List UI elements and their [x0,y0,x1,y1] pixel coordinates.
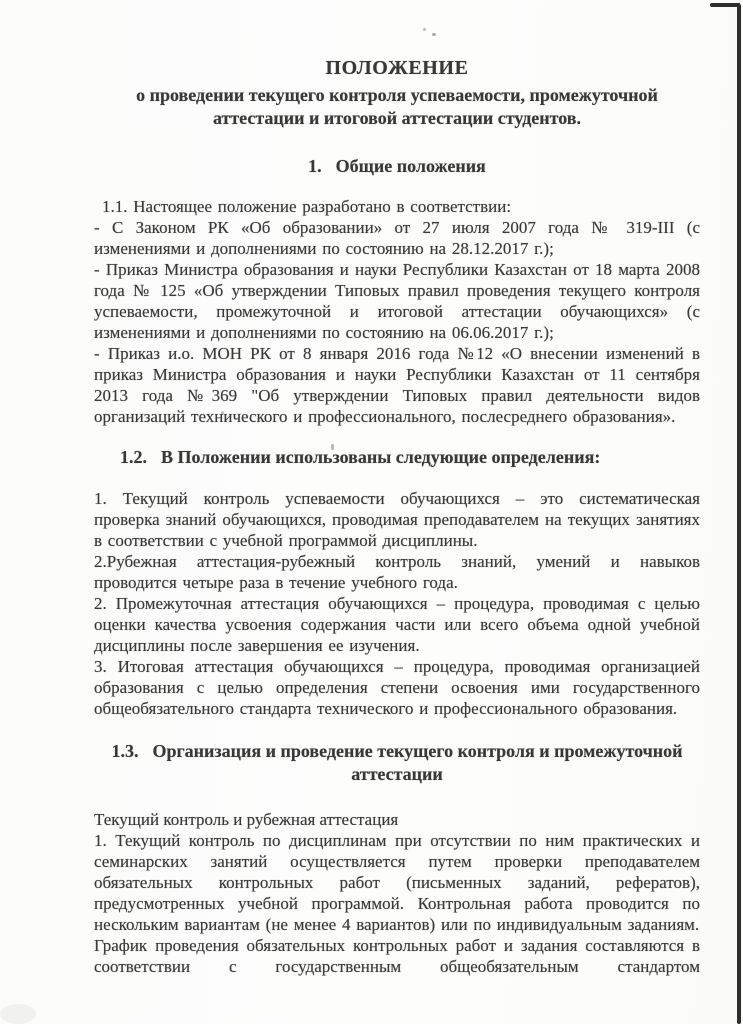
section-1-title: Общие положения [335,156,486,176]
definition-3: 2. Промежуточная аттестация обучающихся – процедура, проводимая с целью оценки качества усвоения содержания части или всего объема одной учебной дисциплины после завершения ее изучения. [94,594,700,655]
definition-4: 3. Итоговая аттестация обучающихся – процедура, проводимая организацией образования с целью определения степени освоения ими государственного общеобязательного стандарта технического и профессионального образования. [94,657,700,718]
document-subtitle [94,84,700,130]
reference-list [94,217,700,427]
legal-reference-1: - С Законом РК «Об образовании» от 27 июля 2007 года № 319-III (с изменениями и дополнениями по состоянию на 28.12.2017 г.); [94,218,700,258]
section-1-3-title: Организация и проведение текущего контроля и промежуточной [152,741,683,761]
paragraph-control-1: 1. Текущий контроль по дисциплинам при отсутствии по ним практических и семинарских занятий осуществляется путем проверки преподавателем обязательных контрольных работ (письменных заданий, рефератов), предусмотренных учебной программой. Контрольная работа проводится по нескольким вариантам (не менее 4 вариантов) или по индивидуальным заданиям. [94,831,700,934]
definition-1: 1. Текущий контроль успеваемости обучающихся – это систематическая проверка знаний обучающихся, проводимая преподавателем на текущих занятиях в соответствии с учебной программой дисциплины. [94,489,700,550]
legal-reference-3: - Приказ и.о. МОН РК от 8 января 2016 года №12 «О внесении изменений в приказ Министра образования и науки Республики Казахстан от 11 сентября 2013 года №369 "Об утверждении Типовых правил деятельности видов организаций технического и профессионального, послесреднего образования». [94,344,700,426]
document-subtitle-line2: аттестации и итоговой аттестации студентов. [212,108,582,128]
paragraph-control-2: График проведения обязательных контрольных работ и задания составляются в соответствии с государственным общеобязательным стандартом [94,936,700,976]
section-1-3-heading [94,740,700,786]
document-subtitle-line1: о проведении текущего контроля успеваемости, промежуточной [136,85,658,105]
section-1-3-number: 1.3. [111,741,139,761]
scan-smudge [0,1004,36,1024]
definitions-list [94,488,700,719]
subsection-title: Текущий контроль и рубежная аттестация [94,810,399,829]
document-title: ПОЛОЖЕНИЕ [325,57,469,79]
paragraph-1-1: 1.1. Настоящее положение разработано в соответствии: [102,197,512,216]
definition-2: 2.Рубежная аттестация-рубежный контроль знаний, умений и навыков проводится четыре раза в течение учебного года. [94,552,700,592]
section-1-3-heading-line2: аттестации [351,764,443,784]
section-1-heading [94,155,700,177]
section-1-number: 1. [308,156,322,176]
section-1-3-heading-line1 [94,740,700,763]
section-1-2-number: 1.2. [120,447,147,467]
section-1-2-heading [94,446,700,468]
section-1-2-title: В Положении использованы следующие определения: [161,447,601,467]
legal-reference-2: - Приказ Министра образования и науки Республики Казахстан от 18 марта 2008 года № 125 «Об утверждении Типовых правил проведения текущего контроля успеваемости, промежуточной и итоговой аттестации обучающихся» (с изменениями и дополнениями по состоянию на 06.06.2017 г.); [94,260,700,342]
